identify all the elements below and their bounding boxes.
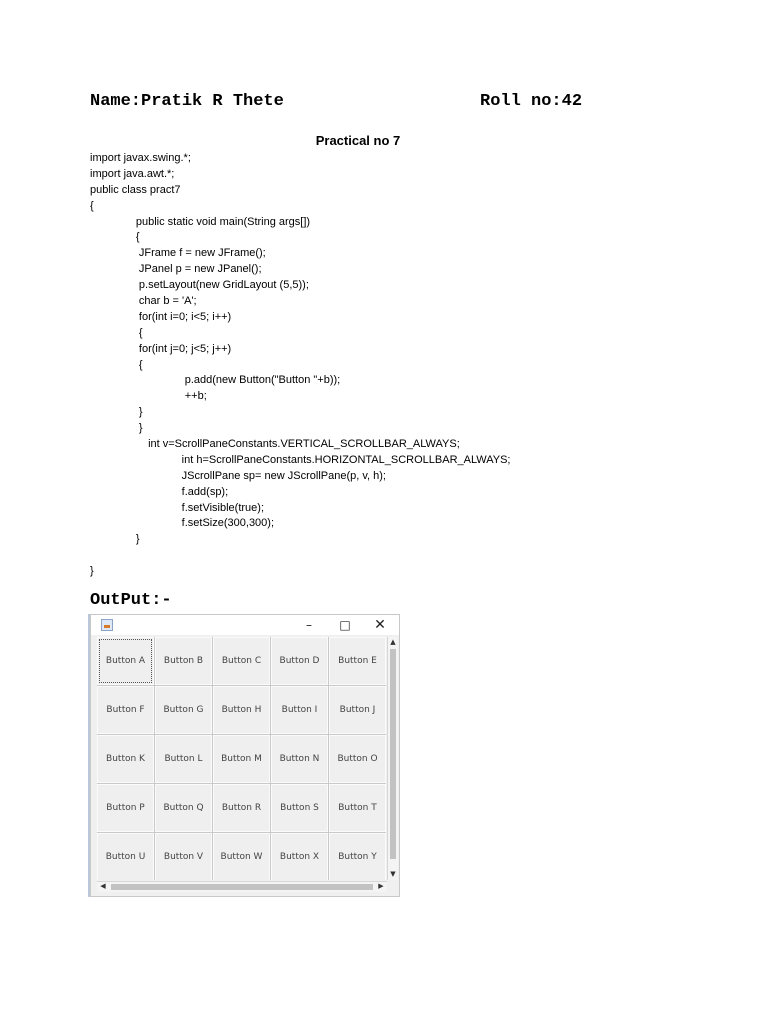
code-line: int v=ScrollPaneConstants.VERTICAL_SCROLLBAR_ALWAYS; (90, 438, 460, 451)
scroll-right-arrow-icon[interactable]: ▶ (378, 882, 384, 890)
java-app-icon (101, 619, 113, 631)
code-line: } (90, 422, 143, 435)
close-button[interactable]: ✕ (374, 617, 386, 633)
grid-button[interactable]: Button D (271, 637, 328, 685)
code-line: { (90, 231, 140, 244)
student-name: Name:Pratik R Thete (90, 92, 284, 111)
code-line (90, 548, 511, 564)
code-line: for(int i=0; i<5; i++) (90, 310, 232, 323)
grid-button[interactable]: Button W (213, 833, 270, 880)
code-line: ++b; (90, 390, 207, 403)
code-line: import java.awt.*; (90, 167, 175, 180)
practical-title: Practical no 7 (315, 133, 401, 148)
horizontal-scrollbar[interactable] (97, 881, 387, 892)
code-line: char b = 'A'; (90, 295, 197, 308)
grid-button[interactable]: Button E (329, 637, 386, 685)
code-line: } (90, 406, 143, 419)
grid-button[interactable]: Button S (271, 784, 328, 832)
code-line: } (90, 565, 94, 578)
grid-button[interactable]: Button N (271, 735, 328, 783)
grid-button[interactable]: Button H (213, 686, 270, 734)
jframe-window[interactable] (90, 614, 400, 897)
roll-number: Roll no:42 (480, 92, 583, 111)
scroll-viewport (97, 637, 387, 880)
grid-button[interactable]: Button C (213, 637, 270, 685)
maximize-button[interactable]: □ (339, 618, 351, 632)
grid-button[interactable]: Button K (97, 735, 154, 783)
code-line: JPanel p = new JPanel(); (90, 263, 262, 276)
grid-button[interactable]: Button P (97, 784, 154, 832)
code-line: f.add(sp); (90, 485, 229, 498)
grid-button[interactable]: Button O (329, 735, 386, 783)
grid-button[interactable]: Button R (213, 784, 270, 832)
code-line: p.setLayout(new GridLayout (5,5)); (90, 279, 309, 292)
code-line: f.setSize(300,300); (90, 517, 275, 530)
vertical-scroll-thumb[interactable] (390, 649, 396, 859)
horizontal-scroll-thumb[interactable] (111, 884, 373, 890)
code-listing (90, 151, 511, 580)
code-line: JScrollPane sp= new JScrollPane(p, v, h); (90, 469, 386, 482)
grid-button[interactable]: Button J (329, 686, 386, 734)
grid-button[interactable]: Button I (271, 686, 328, 734)
code-line: public static void main(String args[]) (90, 215, 311, 228)
scroll-up-arrow-icon[interactable]: ▲ (390, 638, 396, 646)
grid-button[interactable]: Button X (271, 833, 328, 880)
scroll-down-arrow-icon[interactable]: ▼ (390, 870, 396, 878)
scroll-left-arrow-icon[interactable]: ◀ (100, 882, 106, 890)
code-line: for(int j=0; j<5; j++) (90, 342, 232, 355)
code-line: f.setVisible(true); (90, 501, 265, 514)
window-titlebar[interactable] (91, 615, 399, 635)
code-line: { (90, 358, 143, 371)
grid-button[interactable]: Button B (155, 637, 212, 685)
button-grid (97, 637, 386, 880)
document-header (90, 92, 610, 114)
code-line: } (90, 533, 140, 546)
vertical-scrollbar[interactable] (387, 637, 398, 880)
grid-button[interactable]: Button L (155, 735, 212, 783)
grid-button[interactable]: Button F (97, 686, 154, 734)
grid-button[interactable]: Button A (97, 637, 154, 685)
grid-button[interactable]: Button M (213, 735, 270, 783)
code-line: p.add(new Button("Button "+b)); (90, 374, 341, 387)
output-label: OutPut:- (90, 591, 172, 610)
code-line: JFrame f = new JFrame(); (90, 247, 266, 260)
grid-button[interactable]: Button Y (329, 833, 386, 880)
code-line: public class pract7 (90, 183, 181, 196)
code-line: { (90, 199, 94, 212)
grid-button[interactable]: Button U (97, 833, 154, 880)
grid-button[interactable]: Button Q (155, 784, 212, 832)
code-line: int h=ScrollPaneConstants.HORIZONTAL_SCROLLBAR_ALWAYS; (90, 453, 511, 466)
grid-button[interactable]: Button T (329, 784, 386, 832)
code-line: { (90, 326, 143, 339)
minimize-button[interactable]: – (306, 618, 312, 632)
grid-button[interactable]: Button V (155, 833, 212, 880)
grid-button[interactable]: Button G (155, 686, 212, 734)
code-line: import javax.swing.*; (90, 152, 191, 164)
